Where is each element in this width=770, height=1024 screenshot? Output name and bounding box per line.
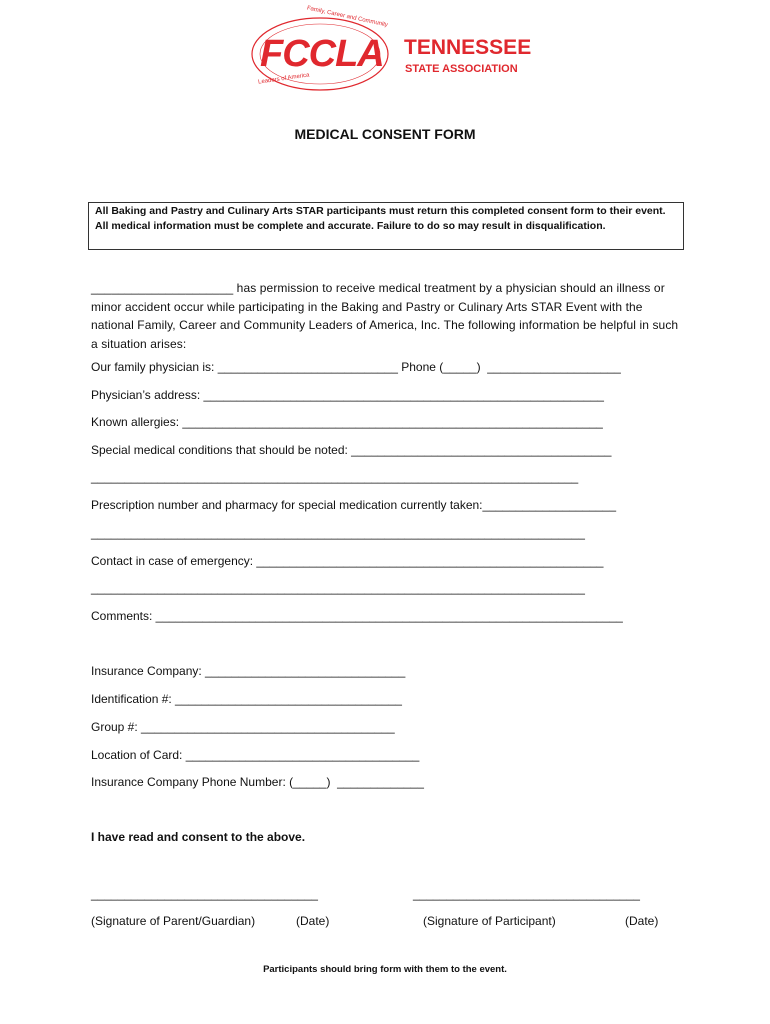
participant-date-label: (Date) <box>625 914 659 928</box>
insurance-company-field[interactable]: Insurance Company: ______________________________ <box>91 664 406 678</box>
logo-state-association: STATE ASSOCIATION <box>405 63 518 75</box>
logo-state-name: TENNESSEE <box>404 36 532 59</box>
notice-box: All Baking and Pastry and Culinary Arts STAR participants must return this completed consent form to their event. All medical information must be complete and accurate. Failure to do so may result in disqualification. <box>88 202 684 250</box>
card-location-field[interactable]: Location of Card: ___________________________________ <box>91 748 420 762</box>
emergency-contact-field[interactable]: Contact in case of emergency: ____________________________________________________ <box>91 554 604 568</box>
group-field[interactable]: Group #: ______________________________________ <box>91 720 395 734</box>
logo-arc-bottom: Leaders of America <box>257 72 310 86</box>
comments-field[interactable]: Comments: ______________________________________________________________________ <box>91 609 623 623</box>
participant-signature-line[interactable]: __________________________________ <box>413 887 640 901</box>
insurance-phone-field[interactable]: Insurance Company Phone Number: (_____) _____________ <box>91 775 424 789</box>
physician-field[interactable]: Our family physician is: ___________________________ Phone (_____) ____________________ <box>91 360 621 374</box>
consent-statement: I have read and consent to the above. <box>91 830 306 844</box>
prescription-line-2[interactable]: __________________________________________________________________________ <box>91 526 585 540</box>
logo-mark: FCCLA <box>260 33 384 75</box>
intro-paragraph: _____________________ has permission to receive medical treatment by a physician should an illness or minor accident occur while participating in the Baking and Pastry or Culinary Arts STAR Event with the national Family, Career and Community Leaders of America, Inc. The following information be helpful in such a situation arises: <box>91 281 679 351</box>
parent-signature-line[interactable]: __________________________________ <box>91 887 318 901</box>
emergency-contact-line-2[interactable]: __________________________________________________________________________ <box>91 581 585 595</box>
parent-date-label: (Date) <box>296 914 330 928</box>
parent-signature-label: (Signature of Parent/Guardian) <box>91 914 256 928</box>
participant-signature-label: (Signature of Participant) <box>423 914 556 928</box>
allergies-field[interactable]: Known allergies: _______________________________________________________________ <box>91 415 603 429</box>
fccla-logo <box>248 5 398 94</box>
logo-arc-top: Family, Career and Community <box>306 5 389 29</box>
page-title: MEDICAL CONSENT FORM <box>294 126 476 142</box>
identification-field[interactable]: Identification #: __________________________________ <box>91 692 402 706</box>
conditions-line-2[interactable]: _________________________________________________________________________ <box>91 470 579 484</box>
prescription-field[interactable]: Prescription number and pharmacy for special medication currently taken:____________________ <box>91 498 616 512</box>
conditions-field[interactable]: Special medical conditions that should be noted: _______________________________________ <box>91 443 612 457</box>
footer-note: Participants should bring form with them to the event. <box>263 964 507 975</box>
physician-address-field[interactable]: Physician’s address: ____________________________________________________________ <box>91 388 604 402</box>
